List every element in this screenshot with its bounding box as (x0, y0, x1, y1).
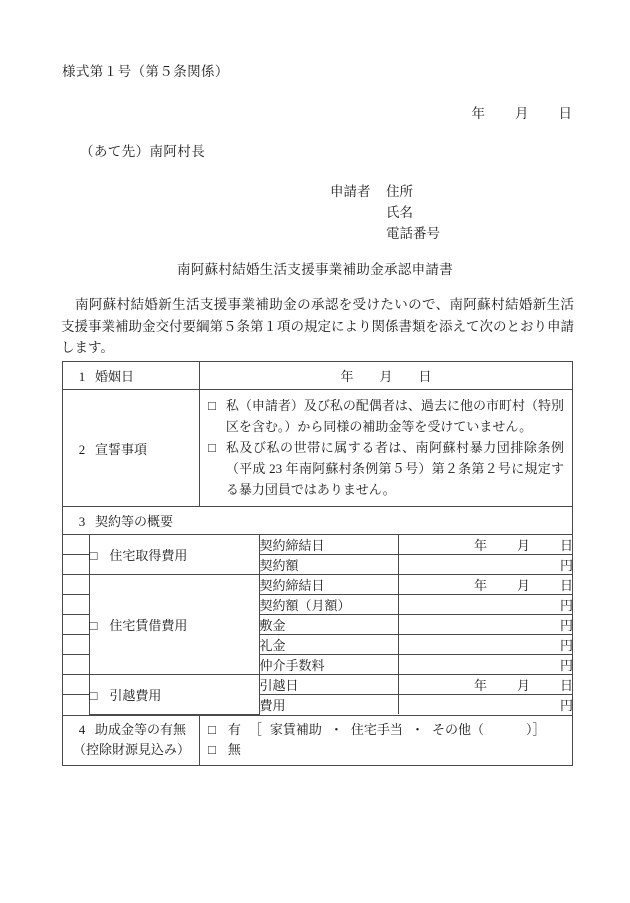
value-day: 日 (559, 538, 573, 553)
value-year: 年 (473, 578, 487, 593)
row4-label-line2: （控除財源見込み） (73, 741, 191, 757)
category-moving-cost-label: 引越費用 (109, 687, 162, 703)
checkbox-icon[interactable]: □ (208, 440, 216, 455)
value-month: 月 (516, 678, 530, 693)
header-date-day: 日 (558, 106, 572, 121)
header-date-year: 年 (471, 106, 485, 121)
value-unit: 円 (559, 558, 573, 573)
indent-spacer (63, 635, 89, 655)
row4-value-cell (200, 715, 573, 765)
oath-item-1-text: 私（申請者）及び私の配偶者は、過去に他の市町村（特別区を含む。）から同様の補助金等を受けていません。 (225, 398, 564, 434)
row4-option-yes[interactable] (208, 720, 564, 740)
row3-subtable-cell (63, 535, 573, 716)
row3-number: 3 (78, 514, 86, 529)
item-label: 仲介手数料 (259, 655, 398, 675)
row2-value-cell (200, 390, 573, 507)
row4-detail-other[interactable]: その他（ (431, 721, 484, 737)
value-unit: 円 (559, 638, 573, 653)
value-month: 月 (516, 578, 530, 593)
value-unit: 円 (559, 658, 573, 673)
subtable-row (63, 575, 573, 595)
checkbox-icon[interactable]: □ (89, 548, 98, 563)
category-home-purchase[interactable] (89, 535, 259, 575)
item-value[interactable] (398, 555, 573, 575)
row1-label-cell (63, 362, 200, 390)
row4-bracket-open: ［ (248, 721, 262, 737)
value-year: 年 (473, 678, 487, 693)
checkbox-icon[interactable]: □ (208, 741, 216, 757)
row1-number: 1 (78, 369, 86, 384)
subtable-row (63, 675, 573, 695)
applicant-label: 申請者 (330, 184, 371, 199)
row4-label-line1 (69, 720, 193, 740)
category-home-purchase-label: 住宅取得費用 (109, 548, 188, 563)
header-date-month: 月 (515, 106, 529, 121)
row4-label-text: 助成金等の有無 (95, 721, 187, 737)
value-unit: 円 (559, 618, 573, 633)
item-label: 契約締結日 (259, 535, 398, 555)
row4-detail-rent-subsidy[interactable]: 家賃補助 (269, 721, 322, 737)
row1-value-cell[interactable] (200, 362, 573, 390)
oath-item-2[interactable] (208, 437, 564, 500)
category-home-rental-label: 住宅賃借費用 (109, 618, 188, 633)
checkbox-icon[interactable]: □ (89, 618, 98, 633)
row1-year: 年 (340, 369, 354, 384)
applicant-field-address: 住所 (386, 184, 413, 199)
form-code: 様式第１号（第５条関係） (62, 64, 229, 79)
item-label: 引越日 (259, 675, 398, 695)
table-row-contract-heading (63, 507, 573, 535)
indent-spacer (63, 695, 89, 715)
applicant-name-row (330, 202, 440, 223)
row4-number: 4 (78, 721, 86, 737)
indent-spacer (63, 555, 89, 575)
item-value[interactable] (398, 675, 573, 695)
checkbox-icon[interactable]: □ (208, 398, 216, 413)
row2-number: 2 (78, 441, 86, 457)
item-value[interactable] (398, 535, 573, 555)
row4-separator-1: ・ (329, 721, 343, 737)
row2-label-text: 宣誓事項 (95, 441, 148, 457)
category-moving-cost[interactable] (89, 675, 259, 715)
subtable-row (63, 535, 573, 555)
table-row-oath (63, 390, 573, 507)
oath-item-1[interactable] (208, 395, 564, 437)
item-value[interactable] (398, 615, 573, 635)
row4-no-label: 無 (227, 741, 241, 757)
row4-label-cell (63, 715, 200, 765)
contract-subtable (63, 535, 573, 715)
row4-yes-label: 有 (227, 721, 241, 737)
indent-spacer (63, 535, 89, 555)
applicant-field-phone: 電話番号 (386, 226, 440, 241)
header-date-line (0, 102, 572, 122)
value-day: 日 (559, 678, 573, 693)
oath-item-2-text: 私及び私の世帯に属する者は、南阿蘇村暴力団排除条例（平成 23 年南阿蘇村条例第５号）第２条第２号に規定する暴力団員ではありません。 (225, 440, 564, 497)
row4-label (63, 716, 199, 765)
row3-label (63, 507, 572, 534)
row2-label-cell (63, 390, 200, 507)
page-title: 南阿蘇村結婚生活支援事業補助金承認申請書 (177, 262, 453, 277)
row3-heading-cell (63, 507, 573, 535)
item-label: 契約額（月額） (259, 595, 398, 615)
indent-spacer (63, 675, 89, 695)
applicant-block (330, 181, 440, 244)
applicant-phone-row (330, 223, 440, 244)
item-value[interactable] (398, 595, 573, 615)
addressee: （あて先）南阿村長 (80, 144, 206, 159)
value-day: 日 (559, 578, 573, 593)
table-row-contract-details (63, 535, 573, 716)
row4-bracket-close: ）］ (525, 721, 546, 737)
table-row-subsidy (63, 715, 573, 765)
row1-label-text: 婚姻日 (95, 369, 135, 384)
item-value[interactable] (398, 695, 573, 715)
item-label: 礼金 (259, 635, 398, 655)
value-year: 年 (473, 538, 487, 553)
row2-label (63, 436, 199, 461)
row4-option-no[interactable] (208, 740, 564, 760)
application-table (62, 361, 573, 766)
indent-spacer (63, 655, 89, 675)
item-label: 費用 (259, 695, 398, 715)
row1-day: 日 (418, 369, 432, 384)
indent-spacer (63, 615, 89, 635)
item-label: 契約締結日 (259, 575, 398, 595)
table-row-marriage-date (63, 362, 573, 390)
body-paragraph: 南阿蘇村結婚新生活支援事業補助金の承認を受けたいので、南阿蘇村結婚新生活支援事業補助金交付要綱第５条第１項の規定により関係書類を添えて次のとおり申請します。 (61, 297, 574, 355)
row4-separator-2: ・ (410, 721, 424, 737)
indent-spacer (63, 575, 89, 595)
row1-date-value (200, 362, 572, 389)
row1-label (63, 363, 199, 388)
item-value[interactable] (398, 655, 573, 675)
item-label: 契約額 (259, 555, 398, 575)
oath-list (200, 390, 572, 506)
row4-options (200, 716, 572, 765)
applicant-address-row (330, 181, 440, 202)
value-unit: 円 (559, 598, 573, 613)
row4-detail-housing-allowance[interactable]: 住宅手当 (350, 721, 403, 737)
category-home-rental[interactable] (89, 575, 259, 675)
value-unit: 円 (559, 698, 573, 713)
item-value[interactable] (398, 635, 573, 655)
checkbox-icon[interactable]: □ (208, 721, 216, 737)
item-value[interactable] (398, 575, 573, 595)
value-month: 月 (516, 538, 530, 553)
applicant-field-name: 氏名 (386, 205, 413, 220)
indent-spacer (63, 595, 89, 615)
item-label: 敷金 (259, 615, 398, 635)
checkbox-icon[interactable]: □ (89, 687, 98, 703)
row3-label-text: 契約等の概要 (95, 514, 174, 529)
row1-month: 月 (379, 369, 393, 384)
